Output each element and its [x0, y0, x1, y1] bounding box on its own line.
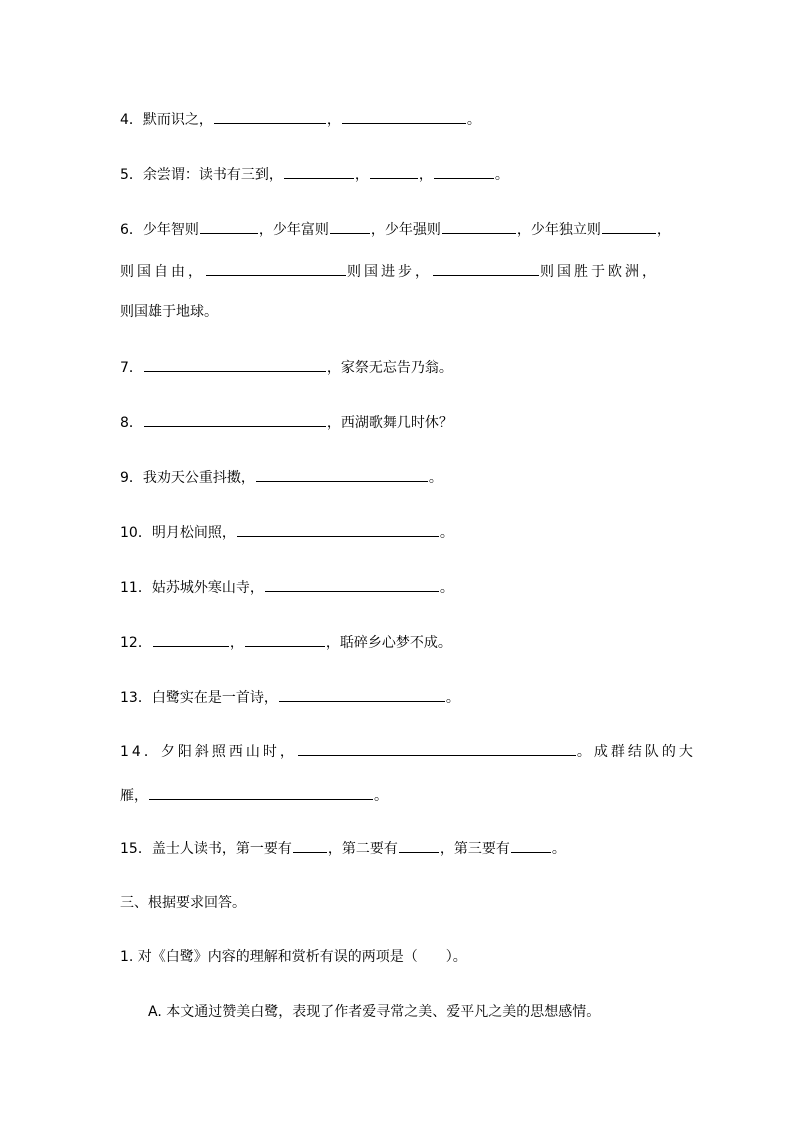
question-14-line-2: 雁， 。 — [120, 784, 388, 806]
question-6-line-3: 则国雄于地球。 — [120, 304, 218, 320]
answer-blank[interactable] — [144, 411, 326, 427]
question-11: 11．姑苏城外寒山寺， 。 — [120, 576, 454, 598]
answer-blank[interactable] — [256, 466, 428, 482]
answer-blank[interactable] — [433, 260, 539, 276]
answer-blank[interactable] — [245, 631, 325, 647]
mcq-question-1: 1. 对《白鹭》内容的理解和赏析有误的两项是（ ）。 — [120, 949, 467, 965]
answer-blank[interactable] — [434, 163, 494, 179]
question-13: 13．白鹭实在是一首诗， 。 — [120, 686, 460, 708]
answer-blank[interactable] — [206, 260, 346, 276]
answer-blank[interactable] — [293, 837, 327, 853]
question-15: 15．盖士人读书，第一要有 ，第二要有 ，第三要有 。 — [120, 837, 566, 859]
answer-blank[interactable] — [370, 163, 418, 179]
answer-blank[interactable] — [149, 784, 373, 800]
question-9: 9．我劝天公重抖擞， 。 — [120, 466, 443, 488]
answer-blank[interactable] — [153, 631, 229, 647]
answer-blank[interactable] — [330, 218, 370, 234]
answer-blank[interactable] — [279, 686, 445, 702]
question-4: 4．默而识之， ， 。 — [120, 108, 481, 130]
answer-blank[interactable] — [144, 356, 326, 372]
option-a[interactable]: A. 本文通过赞美白鹭，表现了作者爱寻常之美、爱平凡之美的思想感情。 — [148, 1004, 601, 1020]
answer-blank[interactable] — [511, 837, 551, 853]
answer-blank[interactable] — [237, 521, 439, 537]
answer-blank[interactable] — [298, 740, 576, 756]
question-14-line-1: 14．夕阳斜照西山时， 。成群结队的大 — [120, 740, 696, 762]
answer-blank[interactable] — [200, 218, 258, 234]
question-10: 10．明月松间照， 。 — [120, 521, 454, 543]
answer-blank[interactable] — [602, 218, 656, 234]
question-6-line-2: 则国自由， 则国进步， 则国胜于欧洲， — [120, 260, 659, 282]
answer-blank[interactable] — [399, 837, 439, 853]
question-6-line-1: 6．少年智则 ，少年富则 ，少年强则 ，少年独立则 ， — [120, 218, 671, 240]
section-heading: 三、根据要求回答。 — [120, 895, 246, 911]
question-5: 5．余尝谓：读书有三到， ， ， 。 — [120, 163, 509, 185]
question-7: 7． ，家祭无忘告乃翁。 — [120, 356, 453, 378]
answer-blank[interactable] — [342, 108, 466, 124]
question-8: 8． ，西湖歌舞几时休？ — [120, 411, 453, 433]
answer-blank[interactable] — [284, 163, 354, 179]
answer-blank[interactable] — [214, 108, 326, 124]
question-12: 12． ， ，聒碎乡心梦不成。 — [120, 631, 452, 653]
answer-blank[interactable] — [442, 218, 516, 234]
answer-blank[interactable] — [265, 576, 439, 592]
